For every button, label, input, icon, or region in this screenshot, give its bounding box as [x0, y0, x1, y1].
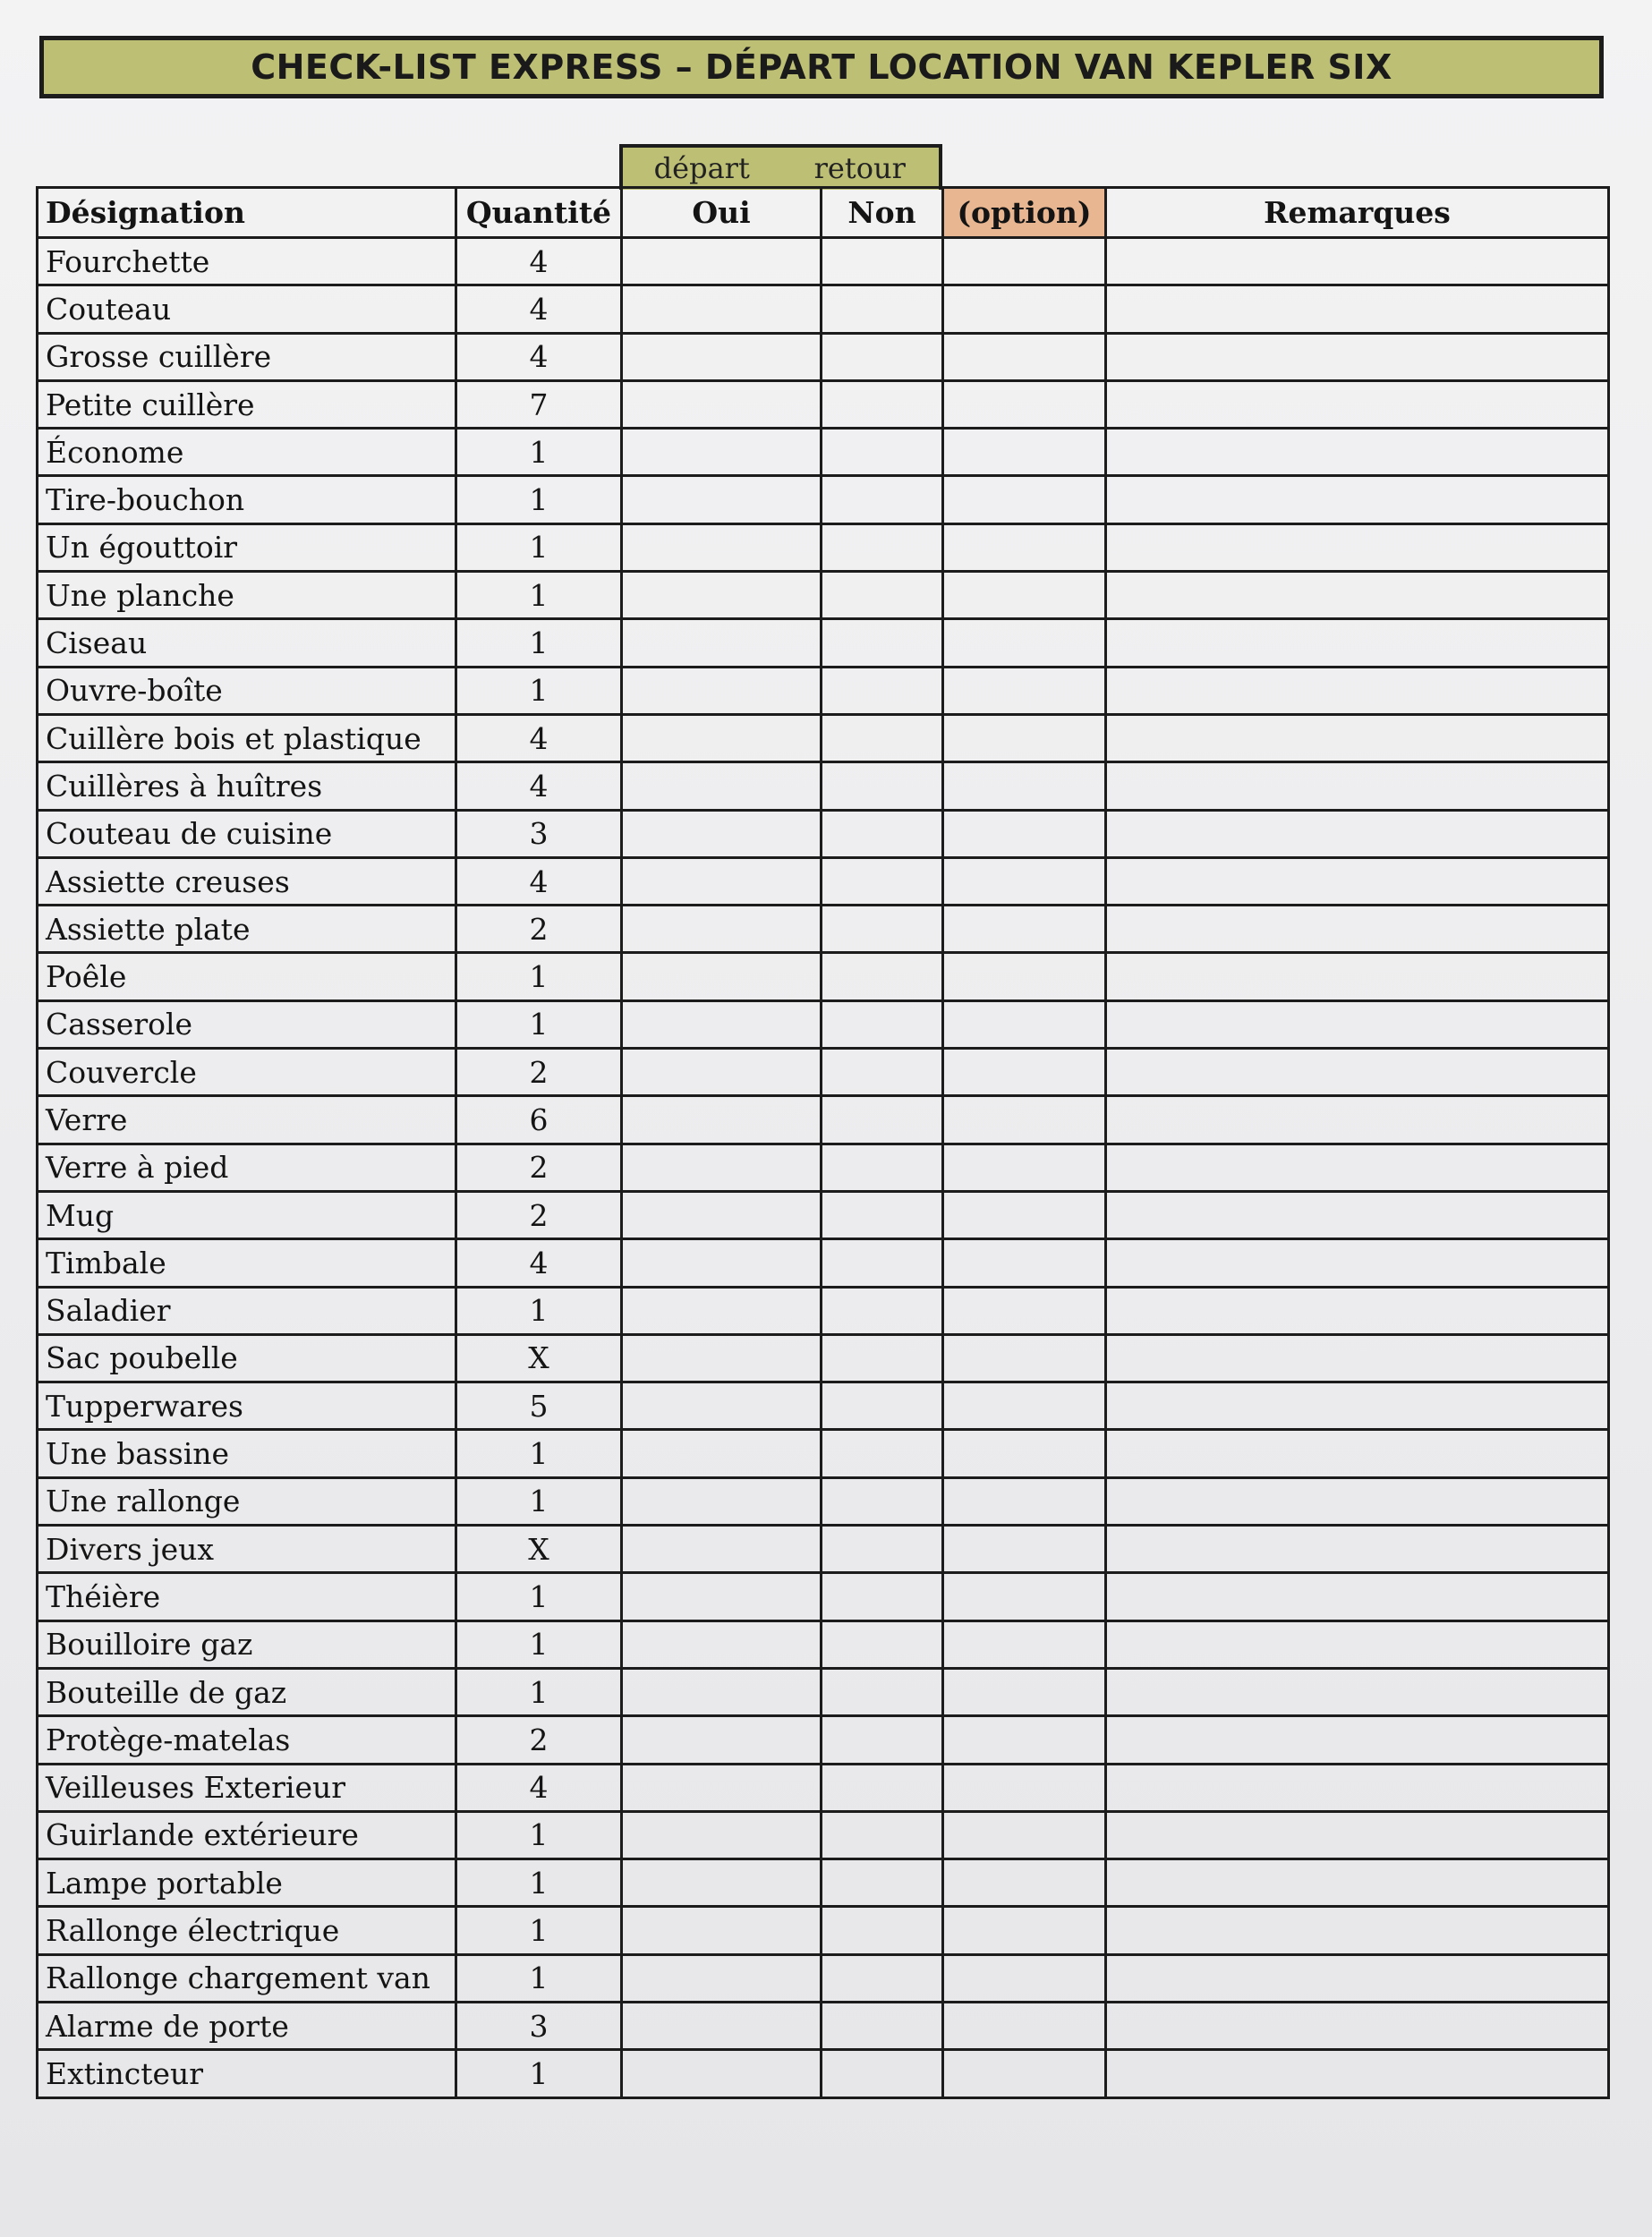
table-row [38, 285, 1609, 333]
item-name: Tire-bouchon [38, 476, 456, 523]
non-cell[interactable] [822, 1144, 943, 1191]
item-quantity: 1 [456, 2050, 622, 2097]
item-name: Guirlande extérieure [38, 1811, 456, 1858]
remarques-cell[interactable] [1106, 857, 1609, 905]
non-cell[interactable] [822, 1716, 943, 1764]
item-quantity: 1 [456, 1668, 622, 1715]
item-quantity: 1 [456, 429, 622, 476]
header-remarques: Remarques [1106, 188, 1609, 238]
option-cell[interactable] [943, 1000, 1106, 1048]
item-name: Fourchette [38, 238, 456, 285]
oui-cell[interactable] [622, 476, 822, 523]
remarques-cell[interactable] [1106, 1477, 1609, 1525]
oui-cell[interactable] [622, 2002, 822, 2049]
item-quantity: 7 [456, 380, 622, 428]
item-quantity: 2 [456, 1716, 622, 1764]
table-row [38, 906, 1609, 953]
item-name: Assiette creuses [38, 857, 456, 905]
option-cell[interactable] [943, 285, 1106, 333]
option-cell[interactable] [943, 762, 1106, 810]
option-cell[interactable] [943, 2050, 1106, 2097]
remarques-cell[interactable] [1106, 285, 1609, 333]
oui-cell[interactable] [622, 572, 822, 619]
item-name: Ouvre-boîte [38, 667, 456, 714]
non-cell[interactable] [822, 619, 943, 667]
item-name: Couteau [38, 285, 456, 333]
item-name: Extincteur [38, 2050, 456, 2097]
oui-cell[interactable] [622, 1811, 822, 1858]
non-cell[interactable] [822, 1859, 943, 1907]
non-cell[interactable] [822, 476, 943, 523]
remarques-cell[interactable] [1106, 476, 1609, 523]
item-name: Protège-matelas [38, 1716, 456, 1764]
item-quantity: 1 [456, 667, 622, 714]
remarques-cell[interactable] [1106, 1000, 1609, 1048]
item-quantity: X [456, 1334, 622, 1382]
item-name: Une rallonge [38, 1477, 456, 1525]
option-cell[interactable] [943, 810, 1106, 857]
item-quantity: 6 [456, 1096, 622, 1144]
item-name: Petite cuillère [38, 380, 456, 428]
table-row [38, 572, 1609, 619]
remarques-cell[interactable] [1106, 1716, 1609, 1764]
retour-label: retour [813, 151, 906, 185]
item-quantity: 1 [456, 953, 622, 1000]
oui-cell[interactable] [622, 1477, 822, 1525]
remarques-cell[interactable] [1106, 523, 1609, 571]
option-cell[interactable] [943, 380, 1106, 428]
table-row [38, 1334, 1609, 1382]
item-quantity: 4 [456, 714, 622, 761]
option-cell[interactable] [943, 572, 1106, 619]
oui-cell[interactable] [622, 667, 822, 714]
item-quantity: 4 [456, 285, 622, 333]
remarques-cell[interactable] [1106, 380, 1609, 428]
non-cell[interactable] [822, 667, 943, 714]
title-banner [39, 36, 1604, 98]
item-name: Grosse cuillère [38, 333, 456, 380]
remarques-cell[interactable] [1106, 714, 1609, 761]
item-name: Théière [38, 1573, 456, 1620]
option-cell[interactable] [943, 1764, 1106, 1811]
oui-cell[interactable] [622, 906, 822, 953]
table-row [38, 1287, 1609, 1334]
table-row [38, 1859, 1609, 1907]
non-cell[interactable] [822, 2002, 943, 2049]
oui-cell[interactable] [622, 1287, 822, 1334]
item-quantity: 1 [456, 1907, 622, 1954]
remarques-cell[interactable] [1106, 1526, 1609, 1573]
depart-retour-header [619, 144, 942, 190]
oui-cell[interactable] [622, 1382, 822, 1430]
option-cell[interactable] [943, 1382, 1106, 1430]
table-row [38, 1430, 1609, 1477]
non-cell[interactable] [822, 953, 943, 1000]
option-cell[interactable] [943, 1287, 1106, 1334]
table-row [38, 1144, 1609, 1191]
non-cell[interactable] [822, 1000, 943, 1048]
table-row [38, 1049, 1609, 1096]
remarques-cell[interactable] [1106, 1144, 1609, 1191]
option-cell[interactable] [943, 1334, 1106, 1382]
non-cell[interactable] [822, 1287, 943, 1334]
oui-cell[interactable] [622, 762, 822, 810]
remarques-cell[interactable] [1106, 1096, 1609, 1144]
item-name: Verre [38, 1096, 456, 1144]
non-cell[interactable] [822, 762, 943, 810]
table-row [38, 1526, 1609, 1573]
remarques-cell[interactable] [1106, 1239, 1609, 1287]
item-quantity: X [456, 1526, 622, 1573]
option-cell[interactable] [943, 619, 1106, 667]
depart-label: départ [653, 151, 750, 185]
option-cell[interactable] [943, 1716, 1106, 1764]
item-name: Un égouttoir [38, 523, 456, 571]
option-cell[interactable] [943, 1430, 1106, 1477]
header-oui: Oui [622, 188, 822, 238]
item-name: Veilleuses Exterieur [38, 1764, 456, 1811]
item-name: Une bassine [38, 1430, 456, 1477]
item-name: Bouilloire gaz [38, 1620, 456, 1668]
item-quantity: 2 [456, 906, 622, 953]
table-row [38, 810, 1609, 857]
item-quantity: 1 [456, 1811, 622, 1858]
item-quantity: 4 [456, 1764, 622, 1811]
oui-cell[interactable] [622, 1144, 822, 1191]
remarques-cell[interactable] [1106, 2050, 1609, 2097]
table-row [38, 1668, 1609, 1715]
non-cell[interactable] [822, 1811, 943, 1858]
non-cell[interactable] [822, 1382, 943, 1430]
oui-cell[interactable] [622, 1716, 822, 1764]
table-row [38, 1811, 1609, 1858]
non-cell[interactable] [822, 857, 943, 905]
item-quantity: 1 [456, 1573, 622, 1620]
option-cell[interactable] [943, 1049, 1106, 1096]
remarques-cell[interactable] [1106, 810, 1609, 857]
table-row [38, 1239, 1609, 1287]
table-row [38, 1573, 1609, 1620]
option-cell[interactable] [943, 667, 1106, 714]
remarques-cell[interactable] [1106, 572, 1609, 619]
item-name: Ciseau [38, 619, 456, 667]
table-row [38, 1096, 1609, 1144]
header-designation: Désignation [38, 188, 456, 238]
remarques-cell[interactable] [1106, 1764, 1609, 1811]
option-cell[interactable] [943, 1144, 1106, 1191]
option-cell[interactable] [943, 1668, 1106, 1715]
option-cell[interactable] [943, 1954, 1106, 2002]
oui-cell[interactable] [622, 1859, 822, 1907]
non-cell[interactable] [822, 1620, 943, 1668]
item-name: Saladier [38, 1287, 456, 1334]
item-name: Mug [38, 1191, 456, 1238]
option-cell[interactable] [943, 906, 1106, 953]
remarques-cell[interactable] [1106, 619, 1609, 667]
oui-cell[interactable] [622, 238, 822, 285]
non-cell[interactable] [822, 1191, 943, 1238]
non-cell[interactable] [822, 1049, 943, 1096]
table-row [38, 2002, 1609, 2049]
item-quantity: 2 [456, 1144, 622, 1191]
item-quantity: 4 [456, 762, 622, 810]
option-cell[interactable] [943, 333, 1106, 380]
option-cell[interactable] [943, 1811, 1106, 1858]
non-cell[interactable] [822, 429, 943, 476]
table-row [38, 714, 1609, 761]
option-cell[interactable] [943, 1191, 1106, 1238]
oui-cell[interactable] [622, 333, 822, 380]
item-name: Cuillères à huîtres [38, 762, 456, 810]
remarques-cell[interactable] [1106, 429, 1609, 476]
table-row [38, 1907, 1609, 1954]
item-quantity: 1 [456, 1287, 622, 1334]
table-header-row [38, 188, 1609, 238]
oui-cell[interactable] [622, 1668, 822, 1715]
header-quantite: Quantité [456, 188, 622, 238]
page-title: CHECK-LIST EXPRESS – DÉPART LOCATION VAN KEPLER SIX [251, 47, 1392, 87]
item-quantity: 1 [456, 572, 622, 619]
option-cell[interactable] [943, 953, 1106, 1000]
item-quantity: 1 [456, 1430, 622, 1477]
oui-cell[interactable] [622, 1573, 822, 1620]
oui-cell[interactable] [622, 1096, 822, 1144]
option-cell[interactable] [943, 476, 1106, 523]
table-row [38, 2050, 1609, 2097]
oui-cell[interactable] [622, 1764, 822, 1811]
remarques-cell[interactable] [1106, 2002, 1609, 2049]
table-body [38, 238, 1609, 2098]
table-row [38, 380, 1609, 428]
non-cell[interactable] [822, 714, 943, 761]
remarques-cell[interactable] [1106, 1907, 1609, 1954]
remarques-cell[interactable] [1106, 1049, 1609, 1096]
item-quantity: 4 [456, 1239, 622, 1287]
item-name: Rallonge électrique [38, 1907, 456, 1954]
oui-cell[interactable] [622, 810, 822, 857]
item-name: Sac poubelle [38, 1334, 456, 1382]
option-cell[interactable] [943, 1096, 1106, 1144]
non-cell[interactable] [822, 238, 943, 285]
item-quantity: 1 [456, 1954, 622, 2002]
option-cell[interactable] [943, 857, 1106, 905]
item-quantity: 1 [456, 1620, 622, 1668]
table-row [38, 476, 1609, 523]
item-quantity: 1 [456, 1477, 622, 1525]
remarques-cell[interactable] [1106, 333, 1609, 380]
item-name: Une planche [38, 572, 456, 619]
item-quantity: 4 [456, 238, 622, 285]
item-name: Lampe portable [38, 1859, 456, 1907]
oui-cell[interactable] [622, 1954, 822, 2002]
item-name: Divers jeux [38, 1526, 456, 1573]
table-row [38, 1954, 1609, 2002]
item-name: Couteau de cuisine [38, 810, 456, 857]
non-cell[interactable] [822, 285, 943, 333]
option-cell[interactable] [943, 2002, 1106, 2049]
oui-cell[interactable] [622, 285, 822, 333]
item-quantity: 4 [456, 857, 622, 905]
table-row [38, 429, 1609, 476]
header-non: Non [822, 188, 943, 238]
non-cell[interactable] [822, 523, 943, 571]
option-cell[interactable] [943, 1526, 1106, 1573]
oui-cell[interactable] [622, 523, 822, 571]
table-row [38, 1477, 1609, 1525]
item-name: Casserole [38, 1000, 456, 1048]
item-name: Timbale [38, 1239, 456, 1287]
non-cell[interactable] [822, 1096, 943, 1144]
non-cell[interactable] [822, 1668, 943, 1715]
remarques-cell[interactable] [1106, 1620, 1609, 1668]
remarques-cell[interactable] [1106, 1191, 1609, 1238]
item-name: Rallonge chargement van [38, 1954, 456, 2002]
checklist-table [36, 186, 1610, 2099]
item-name: Verre à pied [38, 1144, 456, 1191]
remarques-cell[interactable] [1106, 1287, 1609, 1334]
item-name: Assiette plate [38, 906, 456, 953]
item-quantity: 4 [456, 333, 622, 380]
table-row [38, 1620, 1609, 1668]
remarques-cell[interactable] [1106, 1382, 1609, 1430]
non-cell[interactable] [822, 1334, 943, 1382]
remarques-cell[interactable] [1106, 906, 1609, 953]
oui-cell[interactable] [622, 953, 822, 1000]
non-cell[interactable] [822, 810, 943, 857]
remarques-cell[interactable] [1106, 1668, 1609, 1715]
option-cell[interactable] [943, 1859, 1106, 1907]
non-cell[interactable] [822, 1907, 943, 1954]
table-row [38, 1191, 1609, 1238]
remarques-cell[interactable] [1106, 1334, 1609, 1382]
table-row [38, 523, 1609, 571]
option-cell[interactable] [943, 1620, 1106, 1668]
table-row [38, 857, 1609, 905]
header-option: (option) [943, 188, 1106, 238]
item-name: Économe [38, 429, 456, 476]
oui-cell[interactable] [622, 619, 822, 667]
option-cell[interactable] [943, 1573, 1106, 1620]
non-cell[interactable] [822, 1573, 943, 1620]
oui-cell[interactable] [622, 380, 822, 428]
table-row [38, 762, 1609, 810]
remarques-cell[interactable] [1106, 1859, 1609, 1907]
remarques-cell[interactable] [1106, 1954, 1609, 2002]
oui-cell[interactable] [622, 1334, 822, 1382]
item-quantity: 1 [456, 1859, 622, 1907]
oui-cell[interactable] [622, 1000, 822, 1048]
item-name: Tupperwares [38, 1382, 456, 1430]
remarques-cell[interactable] [1106, 1573, 1609, 1620]
non-cell[interactable] [822, 1430, 943, 1477]
oui-cell[interactable] [622, 429, 822, 476]
item-quantity: 1 [456, 476, 622, 523]
remarques-cell[interactable] [1106, 667, 1609, 714]
oui-cell[interactable] [622, 1526, 822, 1573]
remarques-cell[interactable] [1106, 1430, 1609, 1477]
table-row [38, 1000, 1609, 1048]
oui-cell[interactable] [622, 1430, 822, 1477]
non-cell[interactable] [822, 2050, 943, 2097]
option-cell[interactable] [943, 1907, 1106, 1954]
oui-cell[interactable] [622, 1620, 822, 1668]
oui-cell[interactable] [622, 714, 822, 761]
remarques-cell[interactable] [1106, 953, 1609, 1000]
non-cell[interactable] [822, 333, 943, 380]
oui-cell[interactable] [622, 857, 822, 905]
option-cell[interactable] [943, 238, 1106, 285]
non-cell[interactable] [822, 1477, 943, 1525]
oui-cell[interactable] [622, 1239, 822, 1287]
item-quantity: 5 [456, 1382, 622, 1430]
table-row [38, 1382, 1609, 1430]
table-row [38, 667, 1609, 714]
item-name: Bouteille de gaz [38, 1668, 456, 1715]
oui-cell[interactable] [622, 1191, 822, 1238]
remarques-cell[interactable] [1106, 1811, 1609, 1858]
table-row [38, 953, 1609, 1000]
option-cell[interactable] [943, 429, 1106, 476]
oui-cell[interactable] [622, 2050, 822, 2097]
option-cell[interactable] [943, 1477, 1106, 1525]
non-cell[interactable] [822, 380, 943, 428]
non-cell[interactable] [822, 1526, 943, 1573]
table-row [38, 238, 1609, 285]
remarques-cell[interactable] [1106, 762, 1609, 810]
item-quantity: 2 [456, 1191, 622, 1238]
non-cell[interactable] [822, 572, 943, 619]
item-quantity: 1 [456, 619, 622, 667]
non-cell[interactable] [822, 1954, 943, 2002]
oui-cell[interactable] [622, 1907, 822, 1954]
table-row [38, 333, 1609, 380]
table-row [38, 619, 1609, 667]
item-name: Cuillère bois et plastique [38, 714, 456, 761]
item-name: Alarme de porte [38, 2002, 456, 2049]
item-quantity: 3 [456, 2002, 622, 2049]
non-cell[interactable] [822, 1239, 943, 1287]
non-cell[interactable] [822, 1764, 943, 1811]
item-name: Couvercle [38, 1049, 456, 1096]
option-cell[interactable] [943, 714, 1106, 761]
item-quantity: 1 [456, 1000, 622, 1048]
option-cell[interactable] [943, 523, 1106, 571]
item-name: Poêle [38, 953, 456, 1000]
item-quantity: 1 [456, 523, 622, 571]
oui-cell[interactable] [622, 1049, 822, 1096]
table-row [38, 1716, 1609, 1764]
remarques-cell[interactable] [1106, 238, 1609, 285]
non-cell[interactable] [822, 906, 943, 953]
option-cell[interactable] [943, 1239, 1106, 1287]
table-row [38, 1764, 1609, 1811]
item-quantity: 3 [456, 810, 622, 857]
item-quantity: 2 [456, 1049, 622, 1096]
